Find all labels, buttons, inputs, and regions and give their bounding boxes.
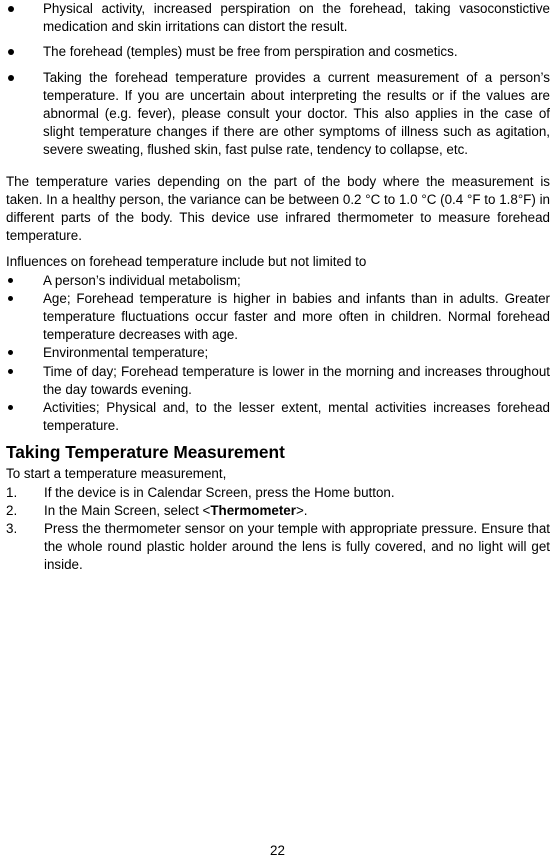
list-item: Age; Forehead temperature is higher in babies and infants than in adults. Greater temperature fluctuations occur faster and more often in children. Normal forehead temperature decreases with age. — [43, 290, 550, 343]
list-item: Activities; Physical and, to the lesser extent, mental activities increases forehead temperature. — [43, 400, 550, 434]
section-heading: Taking Temperature Measurement — [6, 442, 285, 463]
list-item: Taking the forehead temperature provides a current measurement of a person’s temperature. If you are uncertain about interpreting the results or if the values are abnormal (e.g. fever), please consult your doctor. This also applies in the case of slight temperature changes if there are other symptoms of illness such as agitation, severe sweating, flushed skin, fast pulse rate, tendency to collapse, etc. — [43, 69, 550, 158]
temperature-variation-paragraph: The temperature varies depending on the part of the body where the measurement is taken. In a healthy person, the variance can be between 0.2 °C to 1.0 °C (0.4 °F to 1.8°F) in different parts of the body. This device use infrared thermometer to measure forehead temperature. — [6, 173, 550, 244]
influences-list — [6, 272, 550, 436]
influences-intro: Influences on forehead temperature include but not limited to — [6, 254, 367, 270]
step-number: 1. — [6, 484, 18, 500]
step-item: 2. In the Main Screen, select <Thermometer>. — [6, 502, 550, 520]
step-item: 3. Press the thermometer sensor on your temple with appropriate pressure. Ensure that the whole round plastic holder around the lens is fully covered, and no light will get inside. — [6, 521, 550, 573]
page-number: 22 — [270, 843, 285, 858]
step-number: 2. — [6, 502, 18, 518]
list-item: The forehead (temples) must be free from perspiration and cosmetics. — [43, 44, 458, 60]
step-number: 3. — [6, 521, 18, 537]
thermometer-menu-label: Thermometer — [210, 502, 296, 518]
list-item: Physical activity, increased perspiration on the forehead, taking vasoconstictive medication and skin irritations can distort the result. — [43, 1, 550, 35]
manual-page — [6, 0, 550, 865]
list-item: Time of day; Forehead temperature is lower in the morning and increases throughout the day towards evening. — [43, 363, 550, 397]
list-item: Environmental temperature; — [43, 345, 209, 361]
step-item: 1. If the device is in Calendar Screen, press the Home button. — [6, 484, 550, 502]
steps-intro: To start a temperature measurement, — [6, 466, 227, 482]
steps-list — [6, 484, 550, 575]
list-item: A person’s individual metabolism; — [43, 272, 241, 288]
precautions-list — [6, 0, 550, 160]
